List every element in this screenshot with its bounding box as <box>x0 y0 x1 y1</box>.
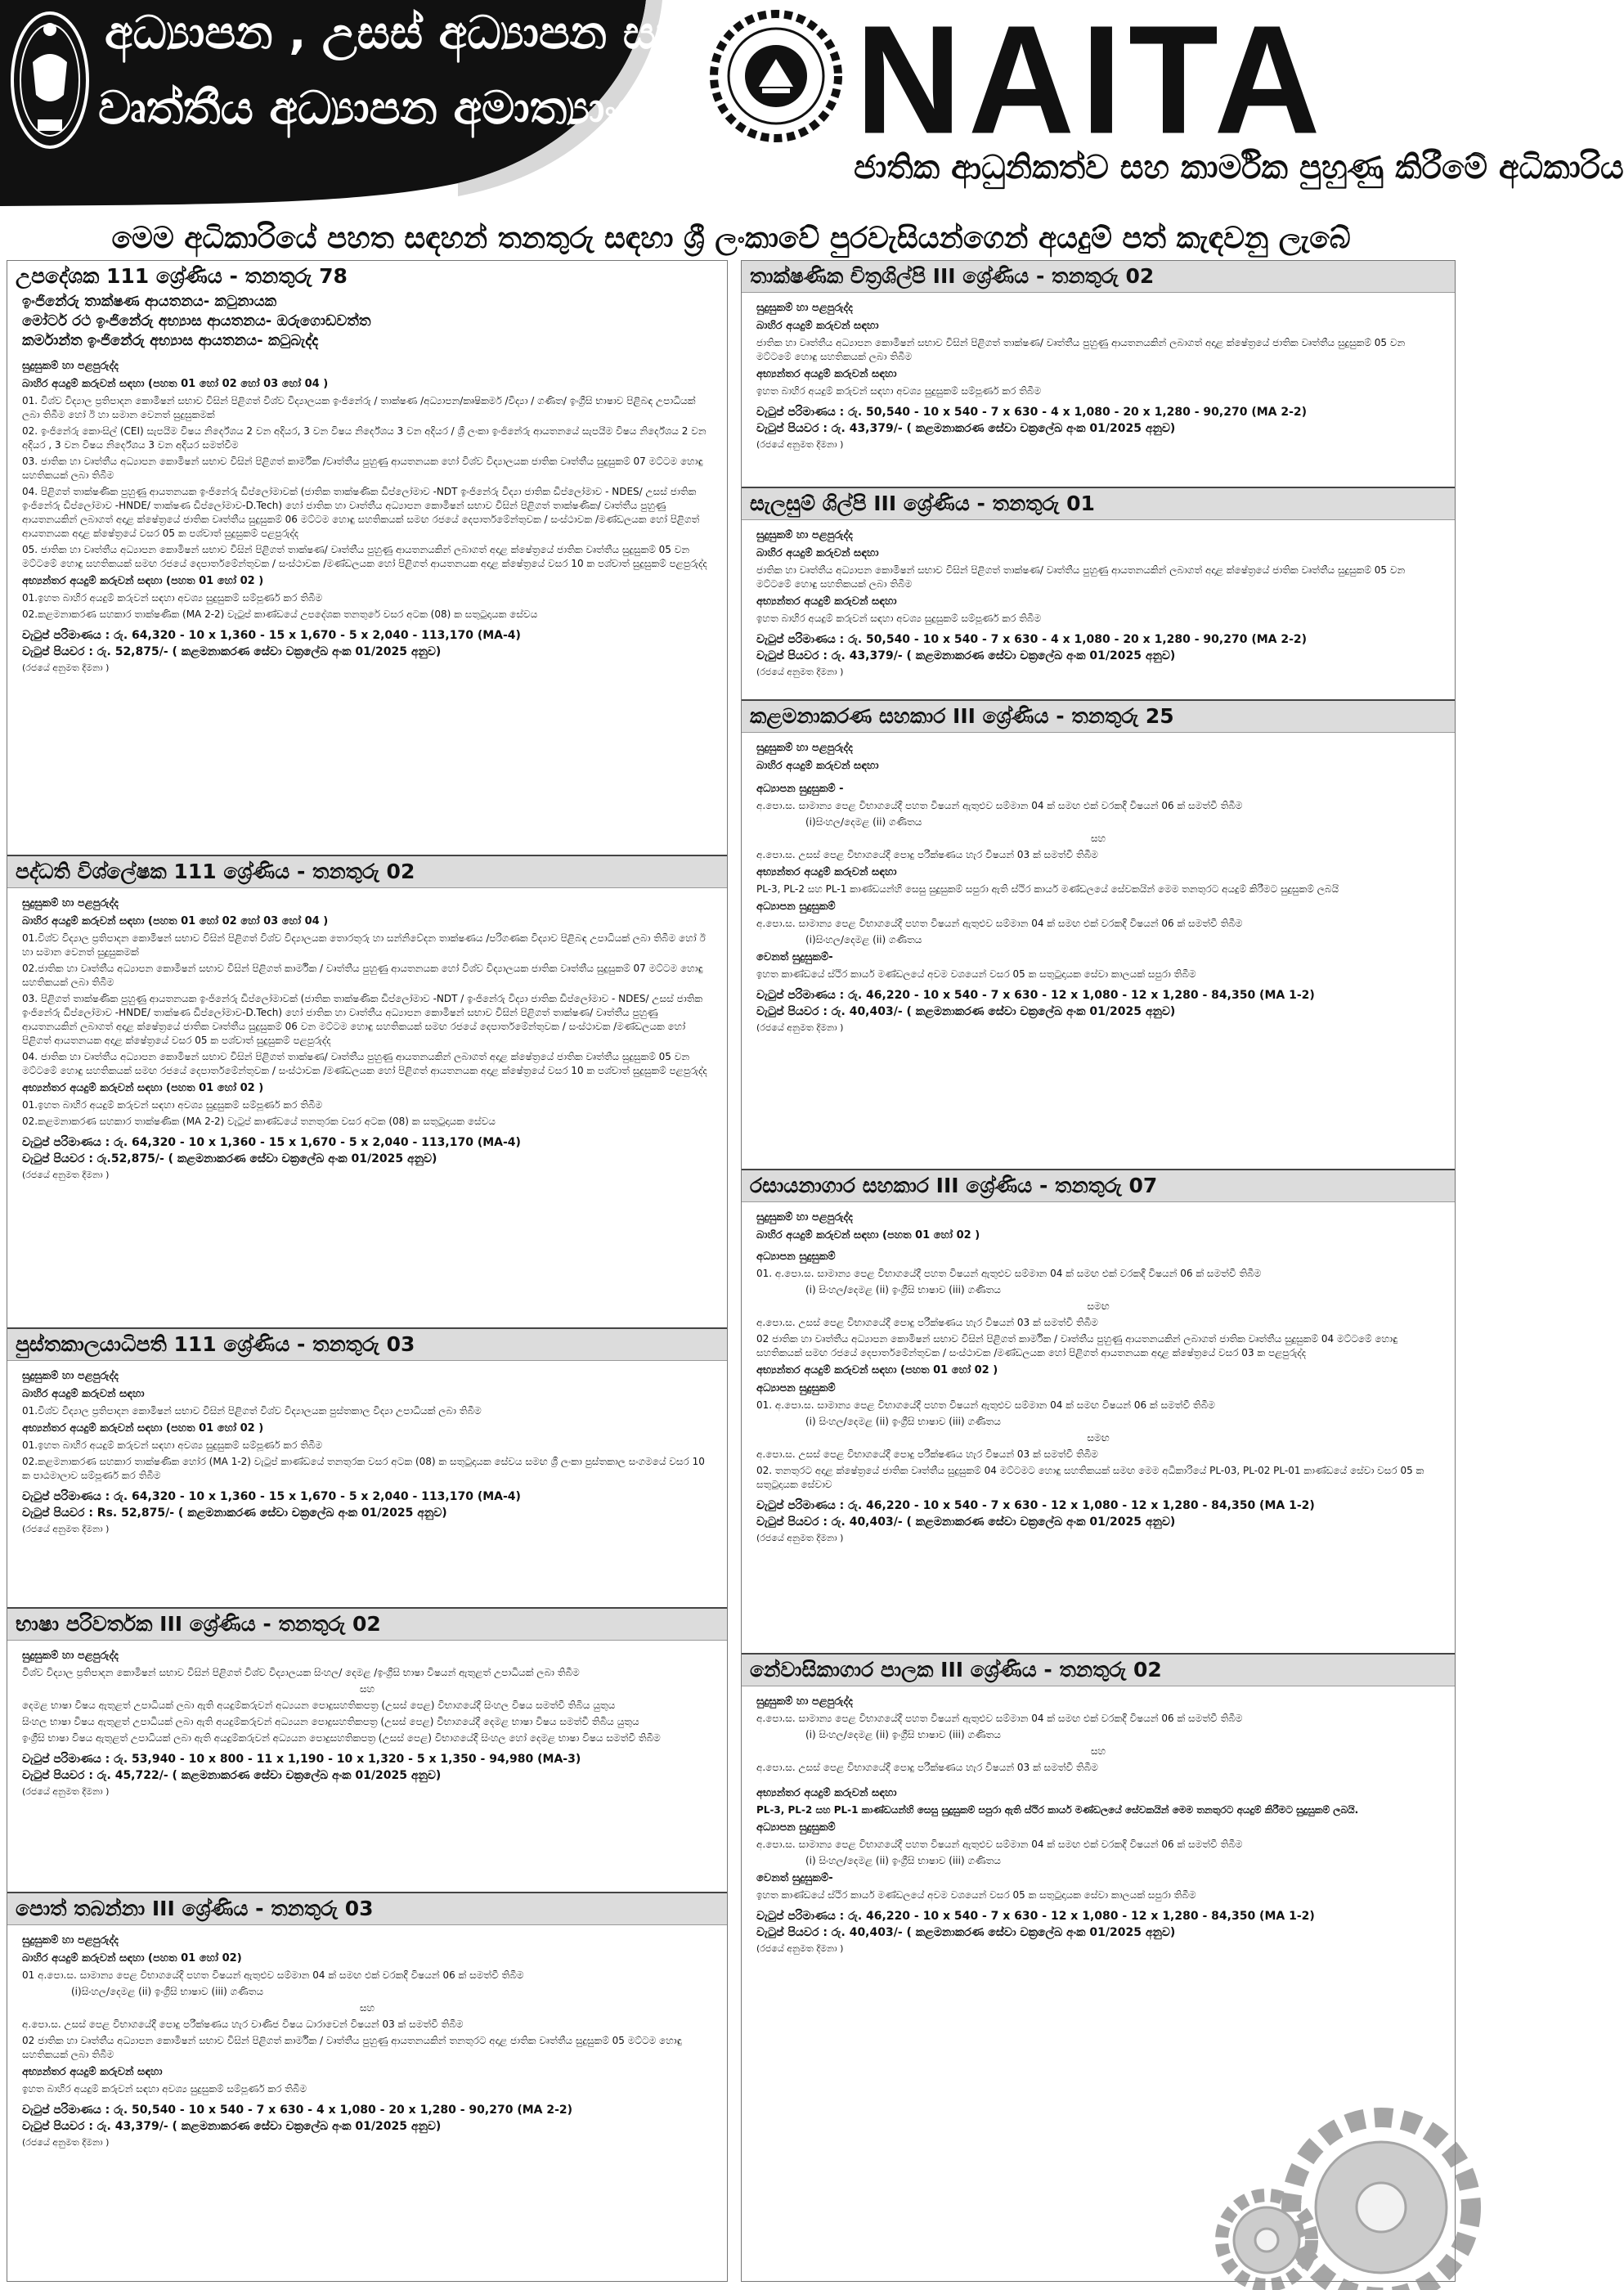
vacancy-management-assistant <box>742 701 1455 1170</box>
subject-list: (i)සිංහල/දෙමළ (ii) ඉංග්‍රීසි භාෂාව (iii) ගණිතය <box>71 1986 264 1997</box>
conjunction: සහ <box>359 2002 375 2014</box>
subheading: බාහිර අයදුම් කරුවන් සඳහා (පහත 01 හෝ 02 හෝ 03 හෝ 04 ) <box>22 378 329 390</box>
paragraph: 05. ජාතික හා වෘත්තීය අධ්‍යාපන කොමිෂන් සභාව විසින් පිළිගත් තාක්ෂණ/ වෘත්තීය පුහුණු ආයතනයකින් ලබාගත් අදාළ ක්ෂේත්‍රයේ ජාතික වෘත්තීය සුදුසුකම් 05 වන මට්ටමේ හොඳු සහතිකයක් සමඟ රජයේ දෙපාර්තමේන්තුවක / සංස්ථාවක /මණ්ඩලයක හෝ පිළිගත් ආයතනයක අදාළ ක්ෂේත්‍රයේ වසර 10 ක පශ්චාත් සුදුසුකම් පළපුරුද්ද <box>22 544 707 569</box>
paragraph: 02 ජාතික හා වෘත්තීය අධ්‍යාපන කොමිෂන් සභාව විසින් පිළිගත් කාර්මික / වෘත්තීය පුහුණු ආයතනයකින් ලබාගත් ජාතික වෘත්තීය සුදුසුකම් 04 මට්ටමේ හොඳු සහතිකයක් සමඟ රජයේ දෙපාර්තමේන්තුවක / සංස්ථාවක /මණ්ඩලයක හෝ පිළිගත් ආයතනයක අදාළ ක්ෂේත්‍රයේ වසර 03 ක පළපුරුද්ද <box>756 1333 1398 1358</box>
section-subtitle: ඉංජිනේරු තාක්ෂණ ආයතනය- කටුනායක <box>22 293 277 310</box>
paragraph: ඉහත කාණ්ඩයේ ස්ථිර කාර්ය මණ්ඩලයේ අවම වශයෙන් වසර 05 ක සතුටුදායක සේවා කාලයක් සපුරා තිබීම <box>756 968 1196 980</box>
subheading: සුදුසුකම් හා පළපුරුද්ද <box>22 897 119 909</box>
subheading: අභ්‍යන්තර අයදුම් කරුවන් සඳහා <box>756 595 897 608</box>
paragraph: 01. අ.පො.ස. සාමාන්‍ය පෙළ විභාගයේදී පහත විෂයන් ඇතුළුව සම්මාන 04 ක් සමඟ විෂයන් 06 ක් සමත්වී තිබීම <box>756 1399 1215 1411</box>
naita-gear-logo-icon <box>708 8 844 144</box>
salary-scale: වැටුප් පරිමාණය : රු. 64,320 - 10 x 1,360 - 15 x 1,670 - 5 x 2,040 - 113,170 (MA-4) <box>22 629 521 642</box>
subject-list: (i)සිංහල/දෙමළ (ii) ගණිතය <box>805 816 922 828</box>
section-title: භාෂා පරිවර්තක III ශ්‍රේණිය - තනතුරු 02 <box>7 1609 727 1641</box>
subheading: වෙනත් සුදුසුකම්- <box>756 951 833 963</box>
allowance-note: (රජයේ අනුමත දීමනා ) <box>756 1022 844 1033</box>
subheading: බාහිර අයදුම් කරුවන් සඳහා (පහත 01 හෝ 02) <box>22 1952 242 1964</box>
subheading: සුදුසුකම් හා පළපුරුද්ද <box>22 1370 119 1382</box>
section-title: තාක්ෂණික චිත්‍රශිල්පි III ශ්‍රේණිය - තනතුරු 02 <box>742 261 1455 293</box>
vacancy-systems-analyst <box>7 856 727 1329</box>
salary-scale: වැටුප් පරිමාණය : රු. 53,940 - 10 x 800 - 11 x 1,190 - 10 x 1,320 - 5 x 1,350 - 94,980 (MA-3) <box>22 1753 581 1766</box>
subheading: බාහිර අයදුම් කරුවන් සඳහා <box>22 1388 145 1400</box>
salary-scale: වැටුප් පරිමාණය : රු. 64,320 - 10 x 1,360 - 15 x 1,670 - 5 x 2,040 - 113,170 (MA-4) <box>22 1136 521 1149</box>
subheading: සුදුසුකම් හා පළපුරුද්ද <box>22 1650 119 1662</box>
paragraph: 01.ඉහත බාහිර අයදුම් කරුවන් සඳහා අවශ්‍ය සුදුසුකම් සම්පූර්ණ කර තිබීම <box>22 1099 323 1111</box>
paragraph: අ.පො.ස. උසස් පෙළ විභාගයේදී පොදු පරීක්ෂණය හැර වාණිජ විෂය ධාරාවෙන් විෂයන් 03 ක් සමත්වී තිබීම <box>22 2018 464 2030</box>
subject-list: (i) සිංහල/දෙමළ (ii) ඉංග්‍රීසි භාෂාව (iii) ගණිතය <box>805 1416 1001 1427</box>
salary-scale: වැටුප් පරිමාණය : රු. 46,220 - 10 x 540 - 7 x 630 - 12 x 1,080 - 12 x 1,280 - 84,350 (MA 1-2) <box>756 1910 1315 1923</box>
salary-step: වැටුප් පියවර : රු. 40,403/- ( කළමනාකරණ සේවා චක්‍රලේඛ අංක 01/2025 අනුව) <box>756 1926 1176 1939</box>
subheading: අභ්‍යන්තර අයදුම් කරුවන් සඳහා <box>756 1787 897 1799</box>
subheading: බාහිර අයදුම් කරුවන් සඳහා <box>756 760 879 772</box>
allowance-note: (රජයේ අනුමත දීමනා ) <box>756 667 844 677</box>
ministry-line-1: අධ්‍යාපන , උසස් අධ්‍යාපන සහ <box>105 7 693 60</box>
subject-list: (i) සිංහල/දෙමළ (ii) ඉංග්‍රීසි භාෂාව (iii) ගණිතය <box>805 1855 1001 1866</box>
vacancy-technical-draughtsman <box>742 261 1455 488</box>
paragraph: අ.පො.ස. සාමාන්‍ය පෙළ විභාගයේදී පහත විෂයන් ඇතුළුව සම්මාන 04 ක් සමඟ එක් වරකදී විෂයන් 06 ක් සමත්වී තිබීම <box>756 800 1243 811</box>
section-title: පොත් තබන්නා III ශ්‍රේණිය - තනතුරු 03 <box>7 1893 727 1925</box>
paragraph: 02.කළමනාකරණ සහකාර තාක්ෂණික (MA 2-2) වැටුප් කාණ්ඩයේ උපදේශක තනතුරේ වසර අටක (08) ක සතුටුදායක සේවය <box>22 608 538 620</box>
paragraph: අ.පො.ස. සාමාන්‍ය පෙළ විභාගයේදී පහත විෂයන් ඇතුළුව සම්මාන 04 ක් සමඟ එක් වරකදී විෂයන් 06 ක් සමත්වී තිබීම <box>756 1713 1243 1724</box>
paragraph: 01.විශ්ව විද්‍යාල ප්‍රතිපාදන කොමිෂන් සභාව විසින් පිළිගත් විශ්ව විද්‍යාලයක තොරතුරු හා සන්නිවේදන තාක්ෂණය /පරිගණක විද්‍යාව පිළිබඳ උපාධියක් ලබා තිබීම හෝ ඊ හා සමාන වෙනත් සුදුසුකමක් <box>22 932 706 958</box>
paragraph: 03. ජාතික හා වෘත්තීය අධ්‍යාපන කොමිෂන් සභාව විසින් පිළිගත් කාර්මික /වෘත්තීය පුහුණු ආයතනයක හෝ විශ්ව විද්‍යාලයක ජාතික වෘත්තීය සුදුසුකම් 07 මට්ටම හොඳු සහතිකයක් ලබා තිබීම <box>22 456 703 481</box>
paragraph: 02.කළමනාකරණ සහකාර තාක්ෂණික (MA 2-2) වැටුප් කාණ්ඩයේ තනතුරක වසර අටක (08) ක සතුටුදායක සේවය <box>22 1116 496 1127</box>
vacancy-instructor <box>7 261 727 856</box>
paragraph: 01.ඉහත බාහිර අයදුම් කරුවන් සඳහා අවශ්‍ය සුදුසුකම් සම්පූර්ණ කර තිබීම <box>22 1439 323 1451</box>
section-title: රසායනාගාර සහකාර III ශ්‍රේණිය - තනතුරු 07 <box>742 1170 1455 1202</box>
paragraph: PL-3, PL-2 සහ PL-1 කාණ්ඩයන්හි සෙසු සුදුසුකම් සපුරා ඇති ස්ථිර කාර්ය මණ්ඩලයේ සේවකයින් මෙම තනතුරට අයදුම් කිරීමට සුදුසුකම් ලබයි <box>756 883 1339 895</box>
subheading: අභ්‍යන්තර අයදුම් කරුවන් සඳහා <box>756 368 897 380</box>
paragraph: 02. ඉංජිනේරු කොංසිල් (CEI) සැපයීම විෂය නිර්දේශය 2 වන අදියර, 3 වන විෂය නිර්දේශය 3 වන අදියර / ශ්‍රී ලංකා ඉංජිනේරු ආයතනයේ සැපයීම විෂය නිර්දේශය 2 වන අදියර , 3 වන විෂය නිර්දේශය 3 වන අදියර සමත්වීම <box>22 425 707 451</box>
naita-wordmark: NAITA <box>855 0 1327 167</box>
subheading: සුදුසුකම් හා පළපුරුද්ද <box>22 360 119 372</box>
paragraph: 04. පිළිගත් තාක්ෂණික පුහුණු ආයතනයක ඉංජිනේරු ඩිප්ලෝමාවක් (ජාතික තාක්ෂණික ඩිප්ලෝමාව -NDT ඉංජිනේරු විද්‍යා ජාතික ඩිප්ලෝමාව - NDES/ උසස් ජාතික ඉංජිනේරු ඩිප්ලෝමාව -HNDE/ තාක්ෂණ ඩිප්ලෝමාව-D.Tech) හෝ ජාතික හා වෘත්තීය අධ්‍යාපන කොමිෂන් සභාව විසින් පිළිගත් තාක්ෂණික/ වෘත්තීය පුහුණු ආයතනයකින් ලබාගත් අදාළ ක්ෂේත්‍රයේ ජාතික වෘත්තීය සුදුසුකම් 06 මට්ටම හොඳු සහතිකයක් සමඟ රජයේ දෙපාර්තමේන්තුවක / සංස්ථාවක /මණ්ඩලයක හෝ පිළිගත් ආයතනයක අදාළ ක්ෂේත්‍රයේ වසර 05 ක පශ්චාත් සුදුසුකම් පළපුරුද්ද <box>22 486 700 539</box>
allowance-note: (රජයේ අනුමත දීමනා ) <box>22 662 110 673</box>
salary-scale: වැටුප් පරිමාණය : රු. 46,220 - 10 x 540 - 7 x 630 - 12 x 1,080 - 12 x 1,280 - 84,350 (MA 1-2) <box>756 989 1315 1002</box>
allowance-note: (රජයේ අනුමත දීමනා ) <box>22 1170 110 1180</box>
salary-scale: වැටුප් පරිමාණය : රු. 46,220 - 10 x 540 - 7 x 630 - 12 x 1,080 - 12 x 1,280 - 84,350 (MA 1-2) <box>756 1499 1315 1512</box>
vacancy-book-keeper <box>7 1893 727 2283</box>
paragraph: 02. තනතුරට අදාළ ක්ෂේත්‍රයේ ජාතික වෘත්තීය සුදුසුකම් 04 මට්ටමට හොඳු සහතිකයක් සමඟ මෙම අධිකාරියේ PL-03, PL-02 PL-01 කාණ්ඩයේ සේවා වසර 05 ක සතුටුදායක සේවාව <box>756 1465 1424 1490</box>
salary-step: වැටුප් පියවර : රු. 45,722/- ( කළමනාකරණ සේවා චක්‍රලේඛ අංක 01/2025 අනුව) <box>22 1769 442 1782</box>
salary-step: වැටුප් පියවර : රු. 40,403/- ( කළමනාකරණ සේවා චක්‍රලේඛ අංක 01/2025 අනුව) <box>756 1515 1176 1529</box>
paragraph: ඉහත බාහිර අයදුම් කරුවන් සඳහා අවශ්‍ය සුදුසුකම් සම්පූර්ණ කර තිබීම <box>756 385 1042 397</box>
subheading: අධ්‍යාපන සුදුසුකම් <box>756 900 836 913</box>
allowance-note: (රජයේ අනුමත දීමනා ) <box>22 1786 110 1797</box>
conjunction: සහ <box>359 1683 375 1695</box>
ministry-line-2: වෘත්තීය අධ්‍යාපන අමාත්‍යාංශය <box>98 82 682 135</box>
section-subtitle: කර්මාන්ත ඉංජිනේරු අභ්‍යාස ආයතනය- කටුබැද්ද <box>22 332 319 349</box>
subheading: වෙනත් සුදුසුකම්- <box>756 1872 833 1884</box>
paragraph: අ.පො.ස. උසස් පෙළ විභාගයේදී පොදු පරීක්ෂණය හැර විෂයන් 03 ක් සමත්වී තිබීම <box>756 1317 1098 1328</box>
paragraph: ඉහත බාහිර අයදුම් කරුවන් සඳහා අවශ්‍ය සුදුසුකම් සම්පූර්ණ කර තිබීම <box>22 2083 307 2095</box>
left-column <box>7 260 728 2282</box>
section-title: නේවාසිකාගාර පාලක III ශ්‍රේණිය - තනතුරු 02 <box>742 1655 1455 1686</box>
paragraph: දෙමළ භාෂා විෂය ඇතුළත් උපාධියක් ලබා ඇති අයදුම්කරුවන් අධ්‍යයන පොදුසහතිකපත්‍ර (උසස් පෙළ) විභාගයේදී සිංහල විෂය සමත්වී තිබිය යුතුය <box>22 1700 616 1711</box>
paragraph: 01. විශ්ව විද්‍යාල ප්‍රතිපාදන කොමිෂන් සභාව විසින් පිළිගත් විශ්ව විද්‍යාලයක ඉංජිනේරු / තාක්ෂණ /අධ්‍යාපන/කෘෂිකර්ම /විද්‍යා / ගණිත/ ඉංග්‍රීසි භාෂාව පිළිබඳ උපාධියක් ලබා තිබීම හෝ ඊ හා සමාන වෙනත් සුදුසුකමක් <box>22 395 696 420</box>
paragraph: විශ්ව විද්‍යාල ප්‍රතිපාදන කොමිෂන් සභාව විසින් පිළිගත් විශ්ව විද්‍යාලයක සිංහල/ දෙමළ /ඉංග්‍රීසි භාෂා විෂයන් ඇතුළත් උපාධියක් ලබා තිබීම <box>22 1667 580 1678</box>
subheading: අධ්‍යාපන සුදුසුකම් <box>756 1382 836 1394</box>
salary-scale: වැටුප් පරිමාණය : රු. 50,540 - 10 x 540 - 7 x 630 - 4 x 1,080 - 20 x 1,280 - 90,270 (MA 2-2) <box>756 633 1308 646</box>
section-title: කළමනාකරණ සහකාර III ශ්‍රේණිය - තනතුරු 25 <box>742 701 1455 733</box>
subheading: සුදුසුකම් හා පළපුරුද්ද <box>756 1695 853 1708</box>
section-title: පද්ධති විශ්ලේෂක 111 ශ්‍රේණිය - තනතුරු 02 <box>7 856 727 888</box>
paragraph: ඉංග්‍රීසි භාෂා විෂය ඇතුළත් උපාධියක් ලබා ඇති අයදුම්කරුවන් අධ්‍යයන පොදුසහතිකපත්‍ර (උසස් පෙළ) විභාගයේදී සිංහල හෝ දෙමළ භාෂා විෂය සමත්වී තිබීම <box>22 1732 661 1744</box>
subheading: අධ්‍යාපන සුදුසුකම් - <box>756 783 844 795</box>
section-title: උපදේශක 111 ශ්‍රේණිය - තනතුරු 78 <box>7 261 727 292</box>
allowance-note: (රජයේ අනුමත දීමනා ) <box>756 439 844 450</box>
section-subtitle: මෝටර් රථ ඉංජිනේරු අභ්‍යාස ආයතනය- ඔරුගොඩවත්ත <box>22 312 371 330</box>
paragraph: අ.පො.ස. උසස් පෙළ විභාගයේදී පොදු පරීක්ෂණය හැර විෂයන් 03 ක් සමත්වී තිබීම <box>756 1762 1098 1773</box>
subheading: බාහිර අයදුම් කරුවන් සඳහා <box>756 320 879 332</box>
subject-list: (i)සිංහල/දෙමළ (ii) ගණිතය <box>805 934 922 945</box>
subheading: අභ්‍යන්තර අයදුම් කරුවන් සඳහා (පහත 01 හෝ 02 ) <box>756 1364 998 1376</box>
subheading: සුදුසුකම් හා පළපුරුද්ද <box>756 1211 853 1224</box>
subject-list: (i) සිංහල/දෙමළ (ii) ඉංග්‍රීසි භාෂාව (iii) ගණිතය <box>805 1284 1001 1295</box>
conjunction: සමඟ <box>1087 1432 1110 1444</box>
paragraph: 04. ජාතික හා වෘත්තීය අධ්‍යාපන කොමිෂන් සභාව විසින් පිළිගත් තාක්ෂණ/ වෘත්තීය පුහුණු ආයතනයකින් ලබාගත් අදාළ ක්ෂේත්‍රයේ ජාතික වෘත්තීය සුදුසුකම් 05 වන මට්ටමේ හොඳු සහතිකයක් සමඟ රජයේ දෙපාර්තමේන්තුවක / සංස්ථාවක /මණ්ඩලයක හෝ පිළිගත් ආයතනයක අදාළ ක්ෂේත්‍රයේ වසර 10 ක පශ්චාත් සුදුසුකම් පළපුරුද්ද <box>22 1051 707 1076</box>
vacancy-translator <box>7 1609 727 1893</box>
subheading: සුදුසුකම් හා පළපුරුද්ද <box>756 529 853 541</box>
salary-step: වැටුප් පියවර : රු. 52,875/- ( කළමනාකරණ සේවා චක්‍රලේඛ අංක 01/2025 අනුව) <box>22 645 442 658</box>
subheading: සුදුසුකම් හා පළපුරුද්ද <box>756 302 853 314</box>
conjunction: සමඟ <box>1087 1300 1110 1312</box>
paragraph: 02 ජාතික හා වෘත්තීය අධ්‍යාපන කොමිෂන් සභාව විසින් පිළිගත් කාර්මික / වෘත්තීය පුහුණු ආයතනයකින් තනතුරට අදාළ ජාතික වෘත්තීය සුදුසුකම් 05 මට්ටම හොඳු සහතිකයක් ලබා තිබීම <box>22 2035 682 2060</box>
vacancy-laboratory-assistant <box>742 1170 1455 1655</box>
allowance-note: (රජයේ අනුමත දීමනා ) <box>22 1524 110 1534</box>
paragraph: 03. පිළිගත් තාක්ෂණික පුහුණු ආයතනයක ඉංජිනේරු ඩිප්ලෝමාවක් (ජාතික තාක්ෂණික ඩිප්ලෝමාව -NDT / ඉංජිනේරු විද්‍යා ජාතික ඩිප්ලෝමාව - NDES/ උසස් ජාතික ඉංජිනේරු ඩිප්ලෝමාව -HNDE/ තාක්ෂණ ඩිප්ලෝමාව-D.Tech) හෝ ජාතික හා වෘත්තීය අධ්‍යාපන කොමිෂන් සභාව විසින් පිළිගත් තාක්ෂණ/ වෘත්තීය පුහුණු ආයතනයකින් ලබාගත් අදාළ ක්ෂේත්‍රයේ ජාතික වෘත්තීය සුදුසුකම් 06 වන මට්ටම හොඳු සහතිකයක් සමඟ රජයේ දෙපාර්තමේන්තුවක / සංස්ථාවක /මණ්ඩලයක හෝ පිළිගත් ආයතනයක අදාළ ක්ෂේත්‍රයේ වසර 05 ක පශ්චාත් සුදුසුකම් පළපුරුද්ද <box>22 993 703 1046</box>
paragraph: 01.විශ්ව විද්‍යාල ප්‍රතිපාදන කොමිෂන් සභාව විසින් පිළිගත් විශ්ව විද්‍යාලයක පුස්තකාල විද්‍යා උපාධියක් ලබා තිබීම <box>22 1405 482 1417</box>
subheading: බාහිර අයදුම් කරුවන් සඳහා (පහත 01 හෝ 02 හෝ 03 හෝ 04 ) <box>22 915 329 927</box>
conjunction: සහ <box>1090 833 1106 844</box>
allowance-note: (රජයේ අනුමත දීමනා ) <box>756 1943 844 1954</box>
gears-decoration-icon <box>1193 2036 1455 2281</box>
subheading: සුදුසුකම් හා පළපුරුද්ද <box>756 742 853 754</box>
page-title: මෙම අධිකාරියේ පහත සඳහන් තනතුරු සඳහා ශ්‍රී ලංකාවේ පුරවැසියන්ගෙන් අයදුම් පත් කැඳවනු ලැබේ <box>111 222 1351 255</box>
section-title: පුස්තකාලයාධිපති 111 ශ්‍රේණිය - තනතුරු 03 <box>7 1329 727 1361</box>
salary-step: වැටුප් පියවර : රු.52,875/- ( කළමනාකරණ සේවා චක්‍රලේඛ අංක 01/2025 අනුව) <box>22 1152 437 1165</box>
subheading: සුදුසුකම් හා පළපුරුද්ද <box>22 1934 119 1946</box>
vacancy-hostel-warden <box>742 1655 1455 2281</box>
sri-lanka-emblem-icon <box>8 5 92 155</box>
subheading: බාහිර අයදුම් කරුවන් සඳහා (පහත 01 හෝ 02 ) <box>756 1229 980 1242</box>
paragraph: ජාතික හා වෘත්තීය අධ්‍යාපන කොමිෂන් සභාව විසින් පිළිගත් තාක්ෂණ/ වෘත්තීය පුහුණු ආයතනයකින් ලබාගත් අදාළ ක්ෂේත්‍රයේ ජාතික වෘත්තීය සුදුසුකම් 05 වන මට්ටමේ හොඳු සහතිකයක් ලබා තිබීම <box>756 337 1406 362</box>
subheading: අධ්‍යාපන සුදුසුකම් <box>756 1821 836 1834</box>
paragraph: ඉහත කාණ්ඩයේ ස්ථිර කාර්ය මණ්ඩලයේ අවම වශයෙන් වසර 05 ක සතුටුදායක සේවා කාලයක් සපුරා තිබීම <box>756 1889 1196 1901</box>
salary-step: වැටුප් පියවර : Rs. 52,875/- ( කළමනාකරණ සේවා චක්‍රලේඛ අංක 01/2025 අනුව) <box>22 1506 447 1520</box>
right-column <box>741 260 1456 2282</box>
paragraph: සිංහල භාෂා විෂය ඇතුළත් උපාධියක් ලබා ඇති අයදුම්කරුවන් අධ්‍යයන පොදුසහතිකපත්‍ර (උසස් පෙළ) විභාගයේදී දෙමළ භාෂා විෂය සමත්වී තිබිය යුතුය <box>22 1716 639 1727</box>
subheading: බාහිර අයදුම් කරුවන් සඳහා <box>756 547 879 559</box>
paragraph: 01. අ.පො.ස. සාමාන්‍ය පෙළ විභාගයේදී පහත විෂයන් ඇතුළුව සම්මාන 04 ක් සමඟ එක් වරකදී විෂයන් 06 ක් සමත්වී තිබීම <box>756 1268 1262 1279</box>
salary-step: වැටුප් පියවර : රු. 40,403/- ( කළමනාකරණ සේවා චක්‍රලේඛ අංක 01/2025 අනුව) <box>756 1005 1176 1018</box>
paragraph: ඉහත බාහිර අයදුම් කරුවන් සඳහා අවශ්‍ය සුදුසුකම් සම්පූර්ණ කර තිබීම <box>756 613 1042 624</box>
subheading: අභ්‍යන්තර අයදුම් කරුවන් සඳහා (පහත 01 හෝ 02 ) <box>22 1422 264 1435</box>
vacancy-design-artist <box>742 488 1455 701</box>
salary-scale: වැටුප් පරිමාණය : රු. 50,540 - 10 x 540 - 7 x 630 - 4 x 1,080 - 20 x 1,280 - 90,270 (MA 2-2) <box>22 2104 573 2117</box>
section-title: සැලසුම් ශිල්පි III ශ්‍රේණිය - තනතුරු 01 <box>742 488 1455 520</box>
paragraph: අ.පො.ස. සාමාන්‍ය පෙළ විභාගයේදී පහත විෂයන් ඇතුළුව සම්මාන 04 ක් සමඟ එක් වරකදී විෂයන් 06 ක් සමත්වී තිබීම <box>756 1839 1243 1850</box>
paragraph: අ.පො.ස. සාමාන්‍ය පෙළ විභාගයේදී පහත විෂයන් ඇතුළුව සම්මාන 04 ක් සමඟ එක් වරකදී විෂයන් 06 ක් සමත්වී තිබීම <box>756 918 1243 929</box>
paragraph: PL-3, PL-2 සහ PL-1 කාණ්ඩයන්හි සෙසු සුදුසුකම් සපුරා ඇති ස්ථිර කාර්ය මණ්ඩලයේ සේවකයින් මෙම තනතුරට අයදුම් කිරීමට සුදුසුකම් ලබයි. <box>756 1804 1359 1816</box>
subheading: අභ්‍යන්තර අයදුම් කරුවන් සඳහා (පහත 01 හෝ 02 ) <box>22 1082 264 1094</box>
conjunction: සහ <box>1090 1745 1106 1757</box>
paragraph: 01 අ.පො.ස. සාමාන්‍ය පෙළ විභාගයේදී පහත විෂයන් ඇතුළුව සම්මාන 04 ක් සමඟ එක් වරකදී විෂයන් 06 ක් සමත්වී තිබීම <box>22 1969 524 1981</box>
subheading: අභ්‍යන්තර අයදුම් කරුවන් සඳහා <box>22 2066 163 2078</box>
subheading: අභ්‍යන්තර අයදුම් කරුවන් සඳහා (පහත 01 හෝ 02 ) <box>22 575 264 587</box>
salary-step: වැටුප් පියවර : රු. 43,379/- ( කළමනාකරණ සේවා චක්‍රලේඛ අංක 01/2025 අනුව) <box>756 422 1176 435</box>
paragraph: අ.පො.ස. උසස් පෙළ විභාගයේදී පොදු පරීක්ෂණය හැර විෂයන් 03 ක් සමත්වී තිබීම <box>756 849 1098 860</box>
salary-scale: වැටුප් පරිමාණය : රු. 64,320 - 10 x 1,360 - 15 x 1,670 - 5 x 2,040 - 113,170 (MA-4) <box>22 1490 521 1503</box>
allowance-note: (රජයේ අනුමත දීමනා ) <box>756 1533 844 1543</box>
allowance-note: (රජයේ අනුමත දීමනා ) <box>22 2137 110 2148</box>
authority-name: ජාතික ආධුනිකත්ව සහ කාර්මික පුහුණු කිරීමේ අධිකාරිය <box>854 149 1624 186</box>
paragraph: 01.ඉහත බාහිර අයදුම් කරුවන් සඳහා අවශ්‍ය සුදුසුකම් සම්පූර්ණ කර තිබීම <box>22 592 323 604</box>
paragraph: ජාතික හා වෘත්තීය අධ්‍යාපන කොමිෂන් සභාව විසින් පිළිගත් තාක්ෂණ/ වෘත්තීය පුහුණු ආයතනයකින් ලබාගත් අදාළ ක්ෂේත්‍රයේ ජාතික වෘත්තීය සුදුසුකම් 05 වන මට්ටමේ හොඳු සහතිකයක් ලබා තිබීම <box>756 564 1406 590</box>
vacancy-librarian <box>7 1329 727 1609</box>
subject-list: (i) සිංහල/දෙමළ (ii) ඉංග්‍රීසි භාෂාව (iii) ගණිතය <box>805 1729 1001 1740</box>
paragraph: 02.ජාතික හා වෘත්තීය අධ්‍යාපන කොමිෂන් සභාව විසින් පිළිගත් කාර්මික / වෘත්තීය පුහුණු ආයතනයක හෝ විශ්ව විද්‍යාලයක ජාතික වෘත්තීය සුදුසුකම් 07 මට්ටම හොඳු සහතිකයක් ලබා තිබීම <box>22 963 703 988</box>
subheading: අභ්‍යන්තර අයදුම් කරුවන් සඳහා <box>756 866 897 878</box>
subheading: අධ්‍යාපන සුදුසුකම් <box>756 1251 836 1263</box>
paragraph: 02.කළමනාකරණ සහකාර තාක්ෂණික හෝර (MA 1-2) වැටුප් කාණ්ඩයේ තනතුරක වසර අටක (08) ක සතුටුදායක සේවය සමඟ ශ්‍රී ලංකා පුස්තකාල සංගමයේ වසර 10 ක පාඨමාලාව සම්පූර්ණ කර තිබීම <box>22 1456 705 1481</box>
salary-scale: වැටුප් පරිමාණය : රු. 50,540 - 10 x 540 - 7 x 630 - 4 x 1,080 - 20 x 1,280 - 90,270 (MA 2-2) <box>756 406 1308 419</box>
page-header <box>0 0 1624 214</box>
salary-step: වැටුප් පියවර : රු. 43,379/- ( කළමනාකරණ සේවා චක්‍රලේඛ අංක 01/2025 අනුව) <box>22 2120 442 2133</box>
salary-step: වැටුප් පියවර : රු. 43,379/- ( කළමනාකරණ සේවා චක්‍රලේඛ අංක 01/2025 අනුව) <box>756 649 1176 662</box>
paragraph: අ.පො.ස. උසස් පෙළ විභාගයේදී පොදු පරීක්ෂණය හැර විෂයන් 03 ක් සමත්වී තිබීම <box>756 1448 1098 1460</box>
